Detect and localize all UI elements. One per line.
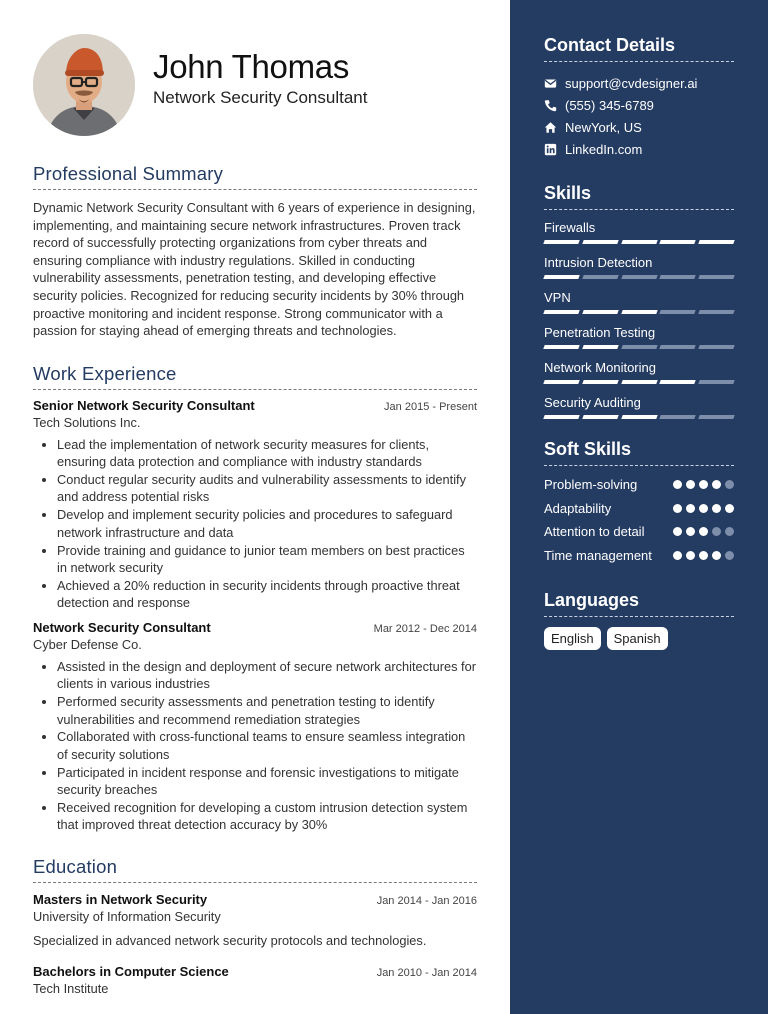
rating-dot [699, 480, 708, 489]
profile-photo [33, 34, 135, 136]
language-badge: English [544, 627, 601, 650]
rating-dot [699, 504, 708, 513]
soft-skill-rating [673, 523, 734, 536]
skills-heading: Skills [544, 183, 734, 210]
skill-level-segment [698, 240, 734, 244]
phone-text: (555) 345-6789 [565, 97, 654, 113]
skill-level-segment [621, 275, 657, 279]
language-badge: Spanish [607, 627, 668, 650]
education-entry [33, 892, 477, 948]
skill-level-segment [543, 415, 579, 419]
skill-level-segment [660, 345, 696, 349]
rating-dot [699, 527, 708, 536]
skill-level-bar [544, 345, 734, 349]
skill-level-segment [543, 240, 579, 244]
rating-dot [712, 527, 721, 536]
rating-dot [725, 504, 734, 513]
summary-text: Dynamic Network Security Consultant with 6 years of experience in designing, implementing, and maintaining secure network infrastructures. Proven track record of successfully protecting organizations from cyber threats and ensuring compliance with industry regulations. Skilled in conducting vulnerability assessments, penetration testing, and developing effective security policies. Recognized for reducing security incidents by 30% through proactive monitoring and incident response. Strong communicator with a passion for staying ahead of emerging threats and technologies. [33, 200, 476, 339]
skill-level-bar [544, 415, 734, 419]
contact-section [544, 35, 734, 160]
skill-level-segment [543, 275, 579, 279]
skill-level-segment [621, 415, 657, 419]
skill-level-segment [698, 415, 734, 419]
linkedin-text: LinkedIn.com [565, 141, 643, 157]
skill-level-segment [621, 345, 657, 349]
skill-level-segment [698, 310, 734, 314]
job-company: Cyber Defense Co. [33, 636, 142, 652]
languages-heading: Languages [544, 590, 734, 617]
resume-header [33, 0, 477, 148]
languages-section [544, 590, 734, 650]
skill-level-segment [582, 310, 618, 314]
skill-level-bar [544, 240, 734, 244]
skill-level-segment [582, 275, 618, 279]
skill-level-bar [544, 275, 734, 279]
soft-skill-rating [673, 547, 734, 560]
home-icon [544, 121, 557, 134]
skill-level-segment [543, 310, 579, 314]
soft-skills-list [544, 476, 734, 564]
soft-skill-rating [673, 500, 734, 513]
soft-skill-name: Attention to detail [544, 524, 645, 539]
experience-heading: Work Experience [33, 363, 477, 390]
job-dates: Jan 2015 - Present [384, 400, 477, 413]
job-dates: Mar 2012 - Dec 2014 [373, 622, 477, 635]
skill-level-segment [660, 380, 696, 384]
candidate-name: John Thomas [153, 48, 350, 85]
school: Tech Institute [33, 980, 109, 996]
languages-list [544, 627, 734, 650]
rating-dot [725, 480, 734, 489]
soft-skills-section [544, 439, 734, 564]
skill-level-segment [698, 275, 734, 279]
candidate-title: Network Security Consultant [153, 88, 368, 107]
skill-level-segment [660, 415, 696, 419]
soft-skill-row [544, 476, 734, 494]
contact-heading: Contact Details [544, 35, 734, 62]
skill-name: Intrusion Detection [544, 255, 653, 270]
rating-dot [673, 527, 682, 536]
list-item: • Assisted in the design and deployment of secure network architectures for clients in various industries [57, 658, 477, 693]
job-bullets [33, 436, 477, 612]
soft-skill-name: Adaptability [544, 500, 612, 516]
email-text: support@cvdesigner.ai [565, 75, 698, 91]
contact-email[interactable] [544, 72, 734, 94]
sidebar [510, 0, 768, 1014]
skill-level-segment [543, 345, 579, 349]
linkedin-icon [544, 143, 557, 156]
experience-section [33, 363, 477, 834]
rating-dot [686, 551, 695, 560]
skill-level-segment [660, 240, 696, 244]
contact-location [544, 116, 734, 138]
skill-level-segment [621, 240, 657, 244]
job-title: Network Security Consultant [33, 619, 211, 635]
skill-name: Penetration Testing [544, 325, 656, 340]
envelope-icon [544, 77, 557, 90]
rating-dot [686, 527, 695, 536]
contact-phone[interactable] [544, 94, 734, 116]
job-entry [33, 398, 477, 612]
list-item: • Conduct regular security audits and vulnerability assessments to identify and address potential risks [57, 471, 477, 506]
soft-skill-name: Problem-solving [544, 477, 638, 492]
skill-level-segment [621, 380, 657, 384]
rating-dot [673, 504, 682, 513]
soft-skills-heading: Soft Skills [544, 439, 734, 466]
skill-name: Security Auditing [544, 395, 641, 410]
list-item: • Received recognition for developing a custom intrusion detection system that improved threat detection accuracy by 30% [57, 799, 477, 834]
job-entry [33, 620, 477, 834]
job-company: Tech Solutions Inc. [33, 414, 141, 430]
soft-skill-rating [673, 476, 734, 489]
list-item: • Collaborated with cross-functional teams to ensure seamless integration of security solutions [57, 728, 477, 763]
list-item: • Performed security assessments and penetration testing to identify vulnerabilities and recommend remediation strategies [57, 693, 477, 728]
rating-dot [725, 551, 734, 560]
summary-heading: Professional Summary [33, 163, 477, 190]
skill-name: VPN [544, 290, 571, 305]
skill-name: Network Monitoring [544, 360, 656, 375]
job-title: Senior Network Security Consultant [33, 397, 255, 413]
soft-skill-row [544, 547, 734, 565]
skill-level-segment [582, 240, 618, 244]
skill-level-segment [621, 310, 657, 314]
phone-icon [544, 99, 557, 112]
soft-skill-row [544, 500, 734, 518]
skill-level-segment [698, 380, 734, 384]
education-section [33, 856, 477, 996]
rating-dot [686, 480, 695, 489]
degree: Masters in Network Security [33, 891, 208, 907]
list-item: • Provide training and guidance to junior team members on best practices in network security [57, 542, 477, 577]
education-description: Specialized in advanced network security protocols and technologies. [33, 932, 427, 948]
skill-level-segment [543, 380, 579, 384]
list-item: • Develop and implement security policies and procedures to safeguard network infrastructure and data [57, 506, 477, 541]
rating-dot [712, 551, 721, 560]
rating-dot [699, 551, 708, 560]
education-dates: Jan 2014 - Jan 2016 [376, 894, 477, 907]
rating-dot [712, 504, 721, 513]
list-item: • Lead the implementation of network security measures for clients, ensuring data protection and compliance with industry standards [57, 436, 477, 471]
list-item: • Participated in incident response and forensic investigations to mitigate security breaches [57, 764, 477, 799]
rating-dot [686, 504, 695, 513]
rating-dot [673, 551, 682, 560]
rating-dot [673, 480, 682, 489]
skill-name: Firewalls [544, 220, 596, 235]
skill-level-segment [698, 345, 734, 349]
location-text: NewYork, US [565, 119, 642, 135]
contact-linkedin[interactable] [544, 138, 734, 160]
education-heading: Education [33, 856, 477, 883]
skill-level-segment [582, 380, 618, 384]
rating-dot [712, 480, 721, 489]
skill-level-segment [660, 275, 696, 279]
degree: Bachelors in Computer Science [33, 963, 229, 979]
skill-level-bar [544, 380, 734, 384]
soft-skill-row [544, 523, 734, 541]
skill-level-segment [582, 345, 618, 349]
list-item: • Achieved a 20% reduction in security incidents through proactive threat detection and response [57, 577, 477, 612]
skills-list [544, 220, 734, 419]
skills-section [544, 183, 734, 419]
summary-section [33, 163, 477, 340]
avatar [33, 34, 135, 136]
skill-level-segment [660, 310, 696, 314]
rating-dot [725, 527, 734, 536]
job-bullets [33, 658, 477, 834]
education-entry [33, 964, 477, 996]
skill-level-segment [582, 415, 618, 419]
education-dates: Jan 2010 - Jan 2014 [376, 966, 477, 979]
soft-skill-name: Time management [544, 547, 652, 563]
school: University of Information Security [33, 908, 221, 924]
skill-level-bar [544, 310, 734, 314]
